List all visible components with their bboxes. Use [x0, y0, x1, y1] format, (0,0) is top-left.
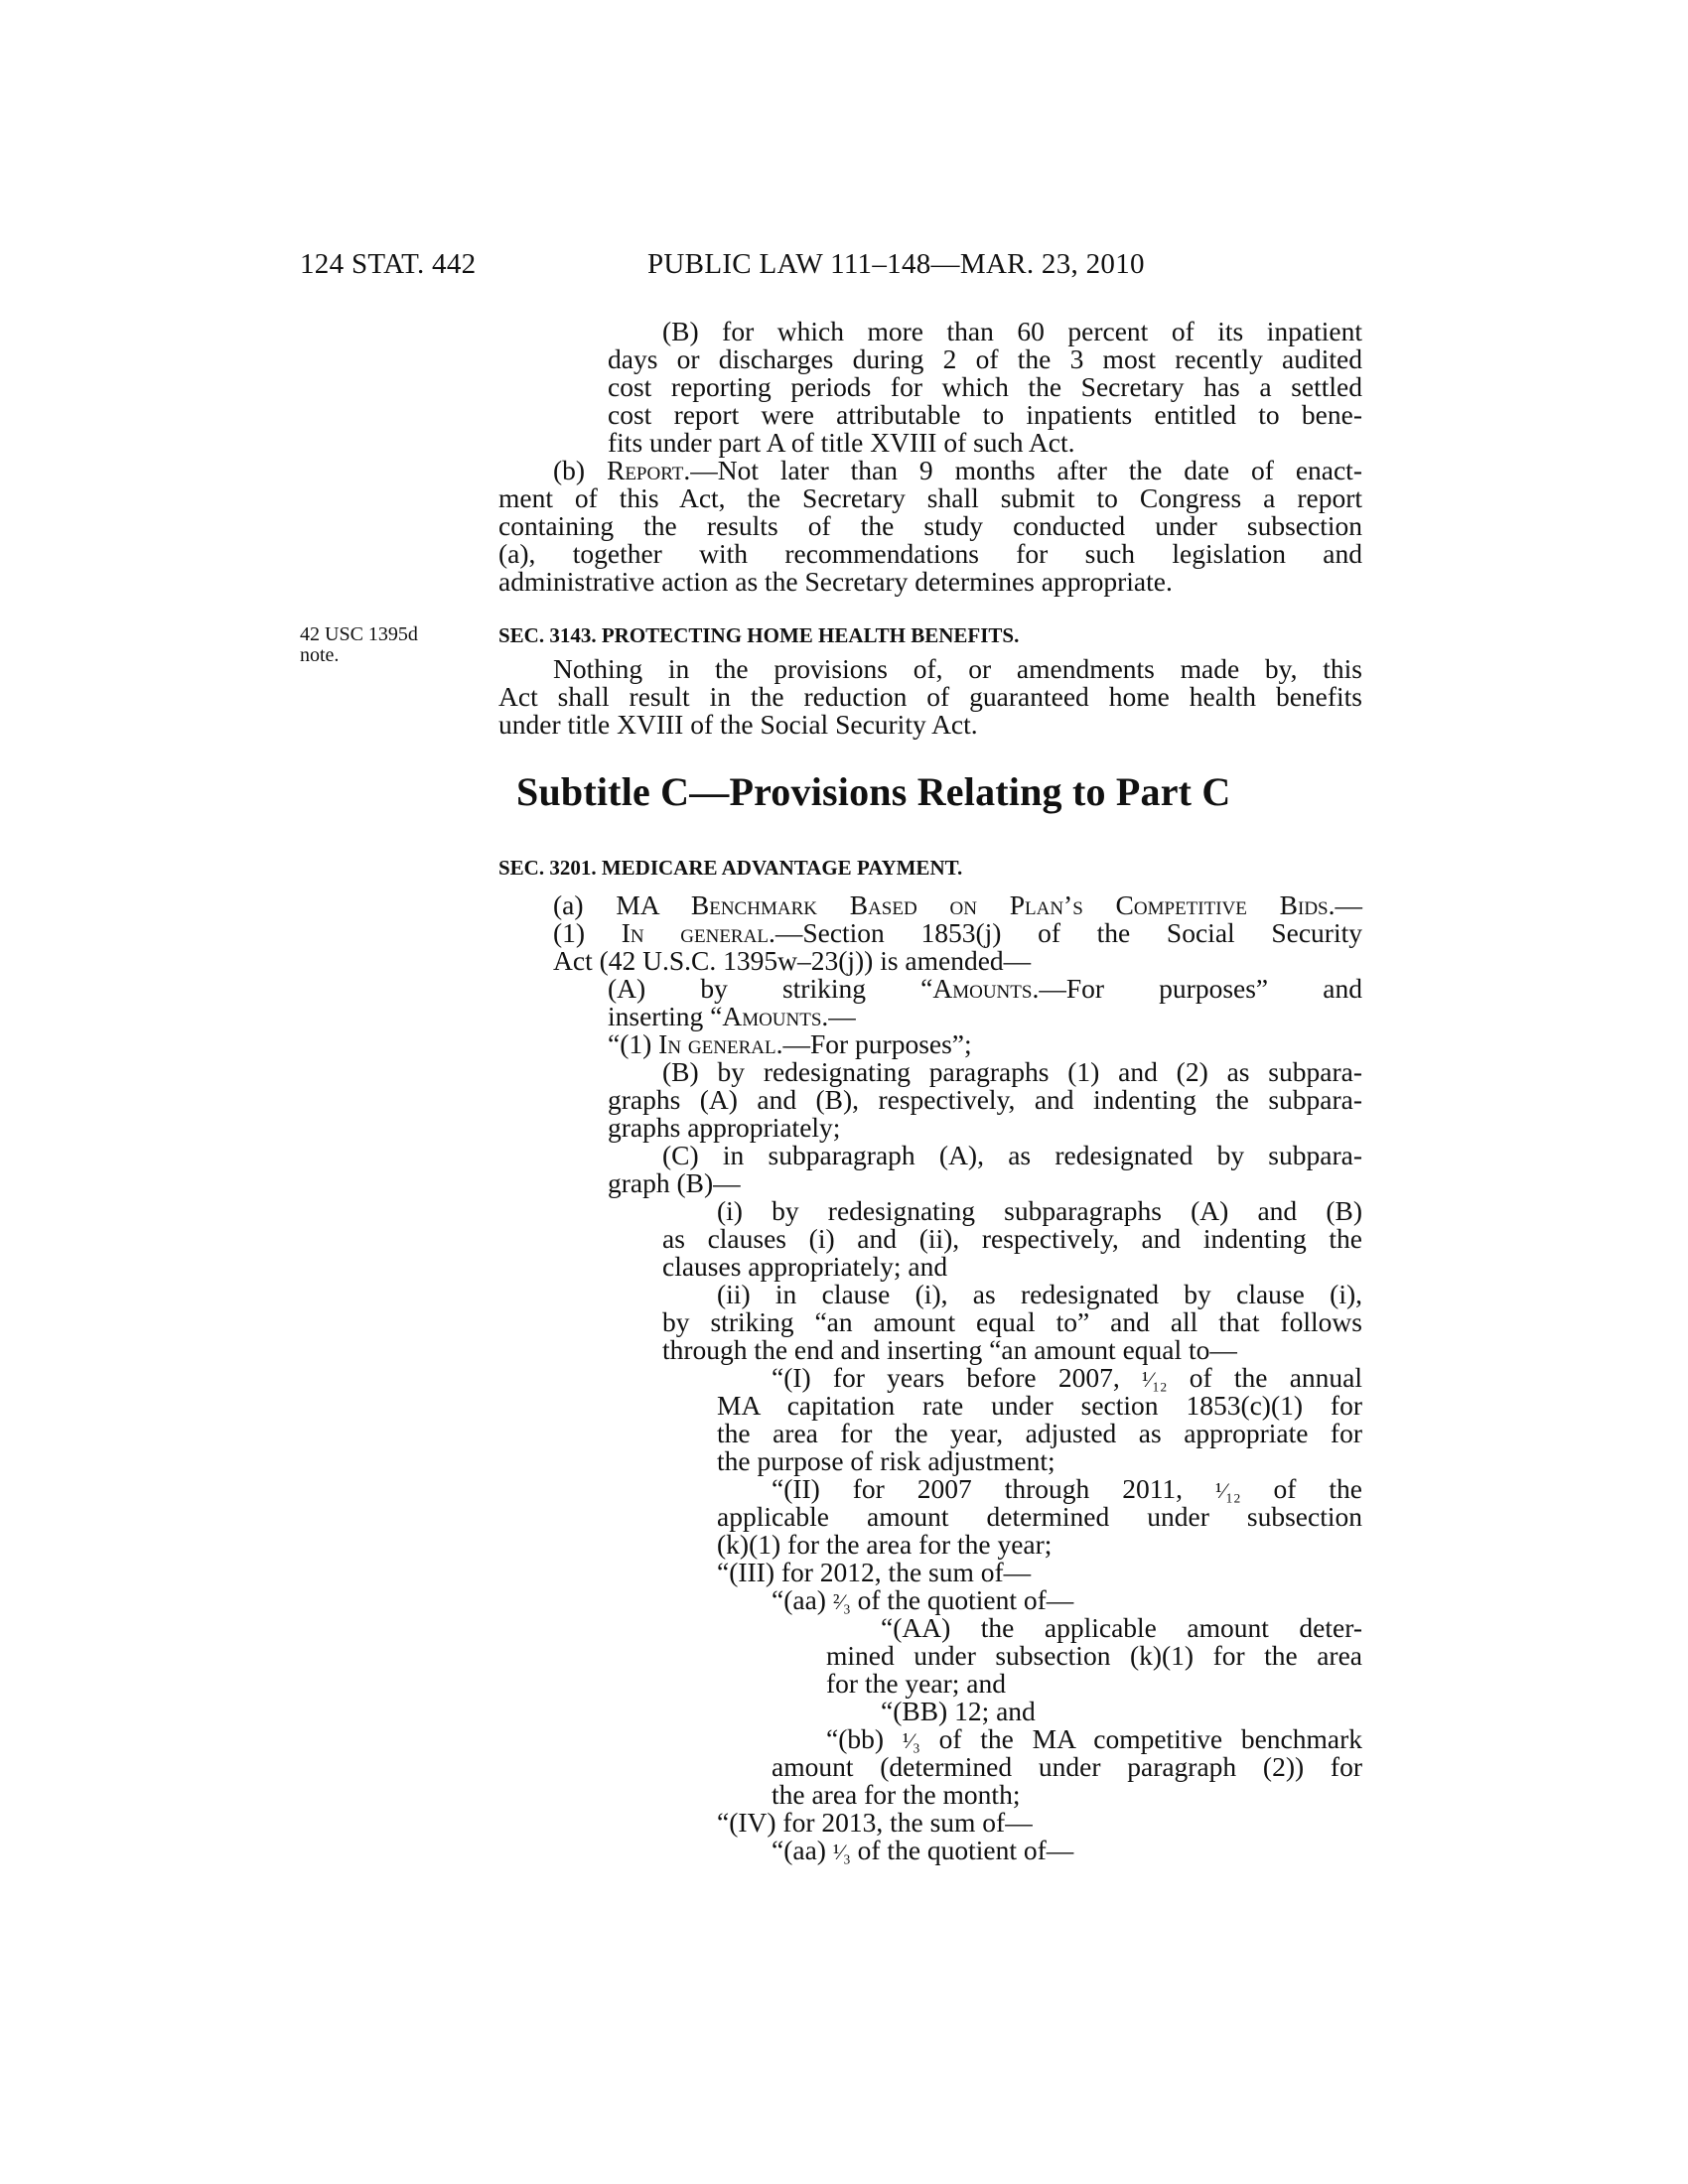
text-line: the area for the month; — [772, 1779, 1021, 1810]
fraction-two-thirds: ²⁄₃ — [832, 1589, 851, 1614]
text-line: containing the results of the study conducted under subsection — [498, 510, 1362, 541]
fraction-one-third: ¹⁄₃ — [902, 1728, 920, 1753]
subclause-I-line: “(I) for years before 2007, ¹⁄₁₂ of the annual — [772, 1362, 1363, 1393]
stat-page-number: 124 STAT. 442 — [300, 248, 477, 280]
text-line: (ii) in clause (i), as redesignated by clause (i), — [717, 1279, 1362, 1309]
text-line: the area for the year, adjusted as appropriate for — [717, 1418, 1362, 1448]
fraction-one-twelfth: ¹⁄₁₂ — [1215, 1478, 1241, 1503]
text-line: graph (B)— — [608, 1167, 741, 1198]
text-line: (i) by redesignating subparagraphs (A) and (B) — [717, 1195, 1362, 1226]
text-line: (C) in subparagraph (A), as redesignated by subpara- — [662, 1140, 1362, 1170]
text-line: by striking “an amount equal to” and all that follows — [662, 1306, 1362, 1337]
subtitle-heading: Subtitle C—Provisions Relating to Part C — [516, 769, 1231, 814]
paragraph-1-line: (1) In general.—Section 1853(j) of the Social Security — [553, 917, 1362, 948]
text-line: the purpose of risk adjustment; — [717, 1445, 1055, 1476]
text-line: (B) for which more than 60 percent of its inpatient — [662, 316, 1362, 346]
text-line: (B) by redesignating paragraphs (1) and (2) as subpara- — [662, 1056, 1362, 1087]
text-line: applicable amount determined under subsection — [717, 1501, 1362, 1532]
text-line: ment of this Act, the Secretary shall submit to Congress a report — [498, 482, 1362, 513]
text-line: graphs (A) and (B), respectively, and indenting the subpara- — [608, 1084, 1362, 1115]
text-line: clauses appropriately; and — [662, 1251, 948, 1282]
text-line: Act (42 U.S.C. 1395w–23(j)) is amended— — [553, 945, 1032, 976]
subpara-A-line: (A) by striking “Amounts.—For purposes” and — [608, 973, 1362, 1004]
text-line: under title XVIII of the Social Security Act. — [498, 709, 978, 740]
text-line: through the end and inserting “an amount equal to— — [662, 1334, 1237, 1365]
text-line: amount (determined under paragraph (2)) for — [772, 1751, 1362, 1782]
text-line: for the year; and — [826, 1668, 1006, 1699]
fraction-one-third: ¹⁄₃ — [832, 1840, 851, 1864]
text-line: fits under part A of title XVIII of such Act. — [608, 427, 1075, 458]
subclause-II-line: “(II) for 2007 through 2011, ¹⁄₁₂ of the — [772, 1473, 1362, 1504]
text-line: (k)(1) for the area for the year; — [717, 1529, 1053, 1560]
quoted-para-1-line: “(1) In general.—For purposes”; — [608, 1028, 972, 1059]
fraction-one-twelfth: ¹⁄₁₂ — [1141, 1367, 1168, 1392]
text-line: days or discharges during 2 of the 3 most recently audited — [608, 343, 1362, 374]
margin-note-citation: 42 USC 1395d — [300, 623, 418, 645]
text-line: “(IV) for 2013, the sum of— — [717, 1807, 1033, 1838]
text-line: as clauses (i) and (ii), respectively, and indenting the — [662, 1223, 1362, 1254]
report-first-line: (b) Report.—Not later than 9 months after the date of enact- — [553, 455, 1362, 485]
text-line: cost reporting periods for which the Secretary has a settled — [608, 371, 1362, 402]
text-line: (a), together with recommendations for such legislation and — [498, 538, 1362, 569]
text-line: administrative action as the Secretary determines appropriate. — [498, 566, 1173, 597]
text-line: mined under subsection (k)(1) for the area — [826, 1640, 1362, 1671]
text-line: “(BB) 12; and — [881, 1696, 1036, 1726]
running-title: PUBLIC LAW 111–148—MAR. 23, 2010 — [647, 248, 1145, 280]
subpara-A-line-2: inserting “Amounts.— — [608, 1001, 856, 1031]
item-aa-line: “(aa) ²⁄₃ of the quotient of— — [772, 1584, 1074, 1615]
text-line: MA capitation rate under section 1853(c)(1) for — [717, 1390, 1362, 1421]
text-line: Nothing in the provisions of, or amendments made by, this — [553, 653, 1362, 684]
text-line: Act shall result in the reduction of guaranteed home health benefits — [498, 681, 1362, 712]
margin-note-label: note. — [300, 644, 340, 666]
section-heading-3201: SEC. 3201. MEDICARE ADVANTAGE PAYMENT. — [498, 856, 963, 880]
section-heading-3143: SEC. 3143. PROTECTING HOME HEALTH BENEFITS. — [498, 623, 1020, 647]
item-bb-line: “(bb) ¹⁄₃ of the MA competitive benchmark — [826, 1723, 1363, 1754]
report-heading: Report — [606, 455, 684, 485]
item-aa-line: “(aa) ¹⁄₃ of the quotient of— — [772, 1835, 1074, 1865]
subsection-a-heading-line: (a) MA Benchmark Based on Plan’s Competitive Bids.— — [553, 889, 1362, 920]
text-line: “(III) for 2012, the sum of— — [717, 1557, 1032, 1587]
text-line: cost report were attributable to inpatients entitled to bene- — [608, 399, 1362, 430]
text-line: graphs appropriately; — [608, 1112, 841, 1143]
text-line: “(AA) the applicable amount deter- — [881, 1612, 1362, 1643]
